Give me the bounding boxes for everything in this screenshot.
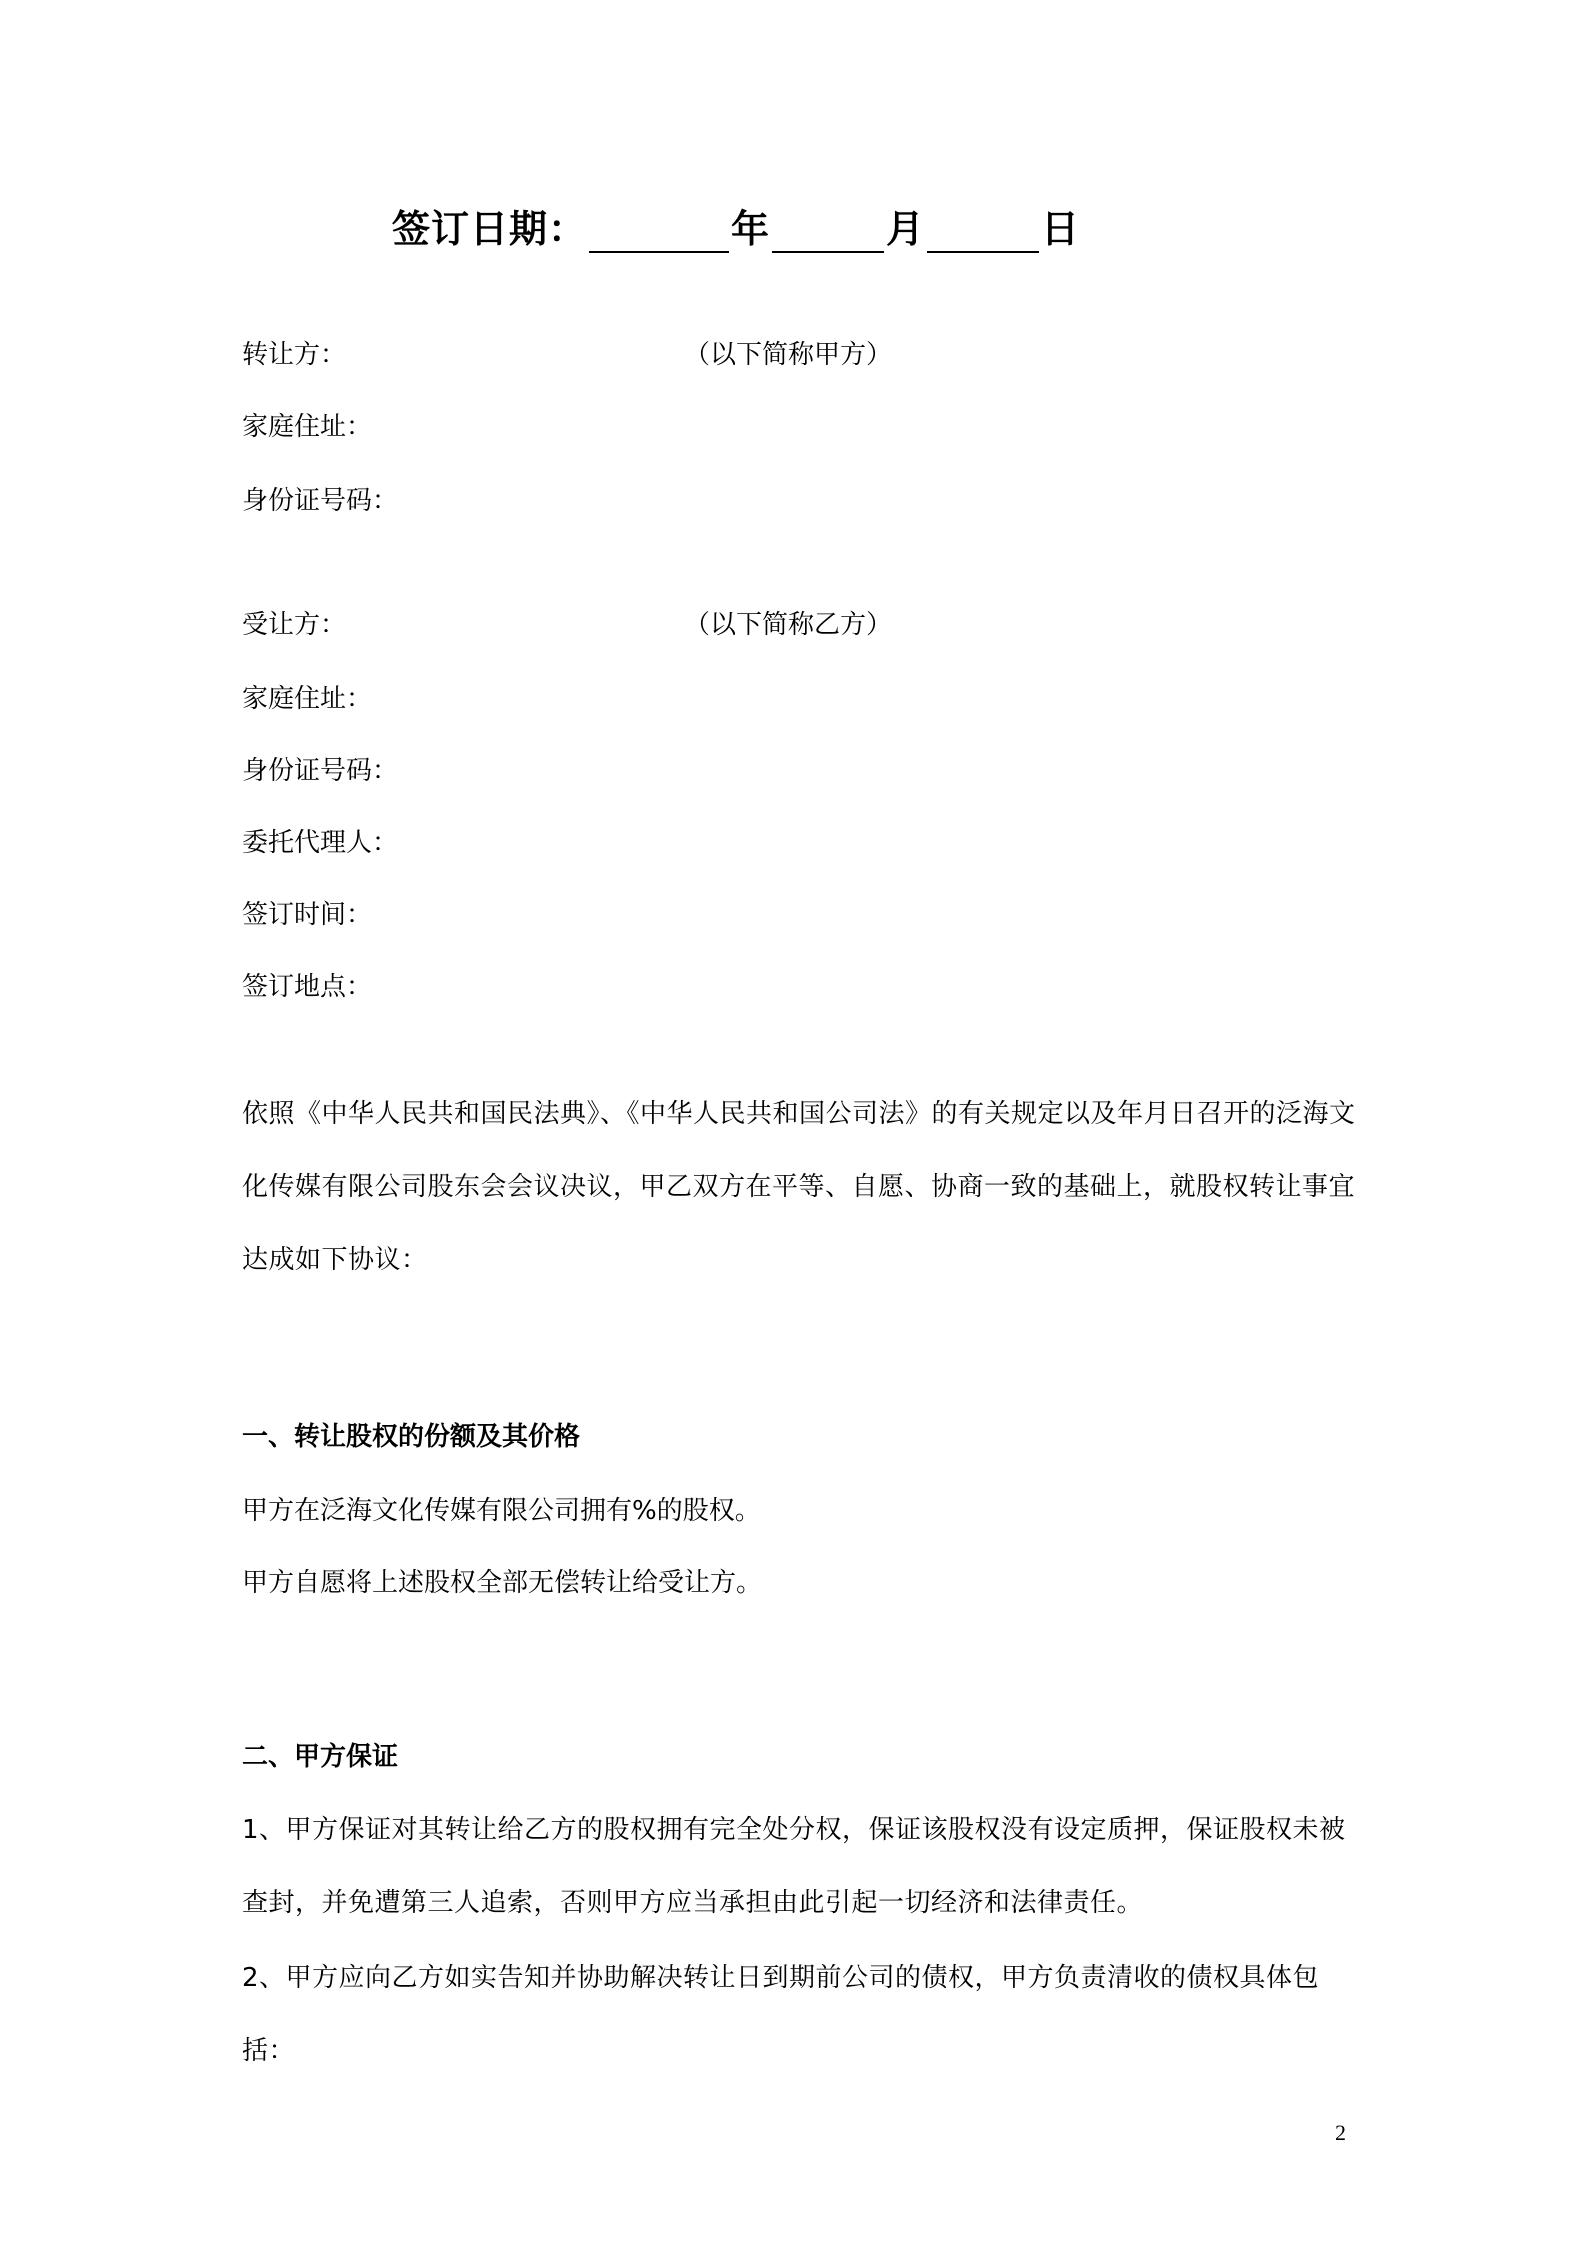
signing-place-label: 签订地点： bbox=[242, 972, 373, 1002]
preamble-paragraph: 依照《中华人民共和国民法典》、《中华人民共和国公司法》的有关规定以及年月日召开的泛海文化传媒有限公司股东会会议决议，甲乙双方在平等、自愿、协商一致的基础上，就股权转让事宜达成如下协议： bbox=[242, 1099, 1356, 1275]
signing-date-label: 签订日期： bbox=[392, 207, 588, 251]
page-number: 2 bbox=[1335, 2120, 1346, 2145]
section1-paragraph-1: 甲方在泛海文化传媒有限公司拥有%的股权。 bbox=[242, 1496, 761, 1526]
transferor-alias: （以下简称甲方） bbox=[684, 340, 893, 370]
section2-paragraph-2: 2、甲方应向乙方如实告知并协助解决转让日到期前公司的债权，甲方负责清收的债权具体包括： bbox=[242, 1963, 1320, 2066]
transferor-address-label: 家庭住址： bbox=[242, 412, 373, 442]
year-label: 年 bbox=[731, 207, 771, 251]
transferee-alias: （以下简称乙方） bbox=[684, 610, 893, 640]
section1-paragraph-2: 甲方自愿将上述股权全部无偿转让给受让方。 bbox=[242, 1568, 763, 1598]
signing-date-title bbox=[392, 198, 1080, 253]
month-blank bbox=[772, 211, 884, 253]
agent-label: 委托代理人： bbox=[242, 828, 399, 858]
transferor-id-label: 身份证号码： bbox=[242, 486, 399, 516]
month-label: 月 bbox=[886, 207, 926, 251]
day-label: 日 bbox=[1041, 207, 1081, 251]
year-blank bbox=[589, 211, 729, 253]
section2-paragraph-1: 1、甲方保证对其转让给乙方的股权拥有完全处分权，保证该股权没有设定质押，保证股权未被查封，并免遭第三人追索，否则甲方应当承担由此引起一切经济和法律责任。 bbox=[242, 1815, 1346, 1918]
transferee-address-label: 家庭住址： bbox=[242, 684, 373, 714]
section2-heading: 二、甲方保证 bbox=[242, 1742, 399, 1772]
signing-time-label: 签订时间： bbox=[242, 900, 373, 930]
transferee-label: 受让方： bbox=[242, 610, 347, 640]
transferee-id-label: 身份证号码： bbox=[242, 756, 399, 786]
transferor-label: 转让方： bbox=[242, 340, 347, 370]
section1-heading: 一、转让股权的份额及其价格 bbox=[242, 1422, 581, 1452]
day-blank bbox=[927, 211, 1039, 253]
